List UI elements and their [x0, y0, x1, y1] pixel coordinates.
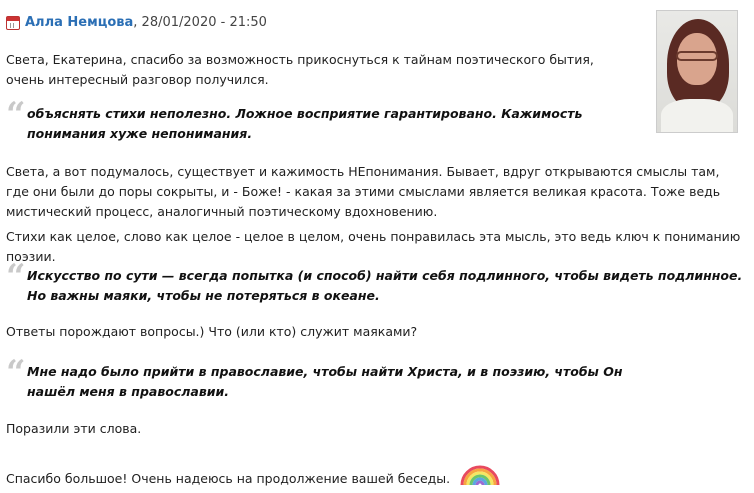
calendar-icon: [6, 16, 20, 30]
quote-mark-icon: “: [6, 353, 26, 393]
quote-mark-icon: “: [6, 95, 26, 135]
avatar-glasses: [676, 51, 718, 61]
paragraph-4: Ответы порождают вопросы.) Что (или кто) служит маяками?: [6, 324, 418, 339]
paragraph-5: Поразили эти слова.: [6, 421, 142, 436]
quote-1: [6, 95, 636, 144]
rainbow-smiley-icon: [460, 459, 500, 487]
avatar-body: [661, 99, 733, 133]
author-avatar[interactable]: [656, 10, 738, 133]
paragraph-1: Света, Екатерина, спасибо за возможность прикоснуться к тайнам поэтического бытия, очень интересный разговор получился.: [6, 52, 594, 87]
paragraph-2: Света, а вот подумалось, существует и кажимость НЕпонимания. Бывает, вдруг открываются смыслы там, где они были до поры сокрыты, и - Боже! - какая за этими смыслами является великая красота. Тоже ведь мистический процесс, аналогичный поэтическому вдохновению.: [6, 164, 721, 219]
quote-mark-icon: “: [6, 257, 26, 297]
author-link[interactable]: Алла Немцова: [25, 15, 134, 30]
quote-3-text: Мне надо было прийти в православие, чтобы найти Христа, и в поэзию, чтобы Он нашёл меня в православии.: [27, 364, 623, 399]
post-date: , 28/01/2020 - 21:50: [133, 15, 267, 30]
paragraph-3: Стихи как целое, слово как целое - целое в целом, очень понравилась эта мысль, это ведь ключ к пониманию поэзии.: [6, 229, 741, 264]
quote-2: [6, 257, 751, 306]
paragraph-6-text: Спасибо большое! Очень надеюсь на продолжение вашей беседы.: [6, 471, 451, 486]
quote-3: [6, 353, 666, 402]
quote-2-text: Искусство по сути — всегда попытка (и способ) найти себя подлинного, чтобы видеть подлинное. Но важны маяки, чтобы не потеряться в океане.: [27, 268, 743, 303]
post-header: [6, 14, 267, 32]
paragraph-6: [6, 459, 746, 489]
quote-1-text: объяснять стихи неполезно. Ложное восприятие гарантировано. Кажимость понимания хуже непонимания.: [27, 106, 583, 141]
